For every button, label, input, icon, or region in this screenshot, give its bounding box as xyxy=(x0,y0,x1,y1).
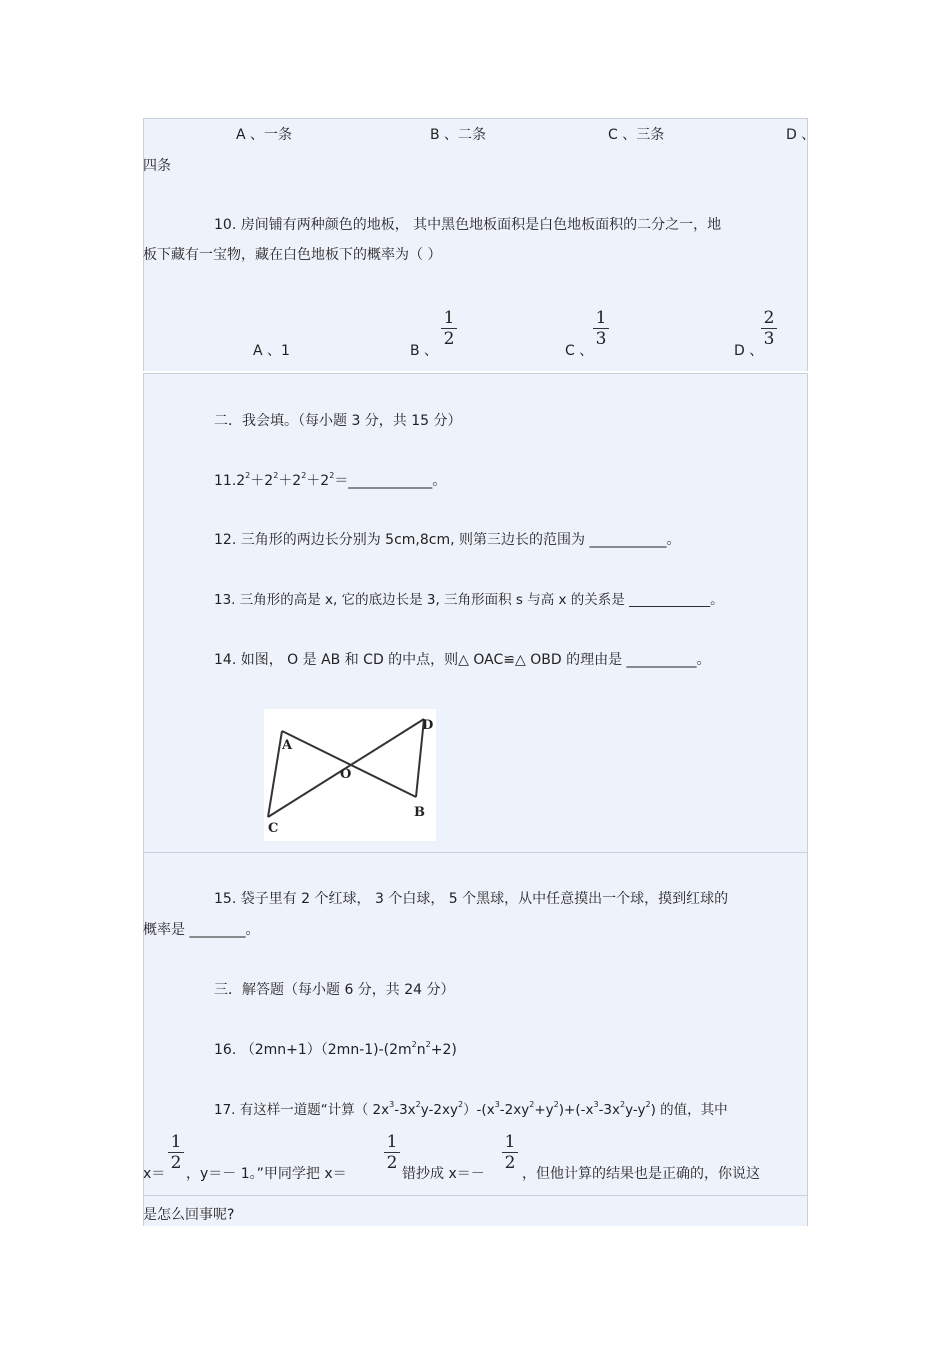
question-panel-2 xyxy=(143,373,808,852)
q17-line1: 17. 有这样一道题“计算（ $2x^3-3x^2y-2xy^2)-(x^3-2xy^2+y^2)+(-x^3-3x^2y-y^2)$ 的值，其中 xyxy=(214,1100,728,1118)
label-o: O xyxy=(340,767,352,782)
q10-option-d-fraction: 2 3 xyxy=(761,309,777,348)
triangle-figure xyxy=(264,709,436,841)
label-d: D xyxy=(422,718,434,733)
label-a: A xyxy=(282,738,293,753)
q10-option-b: B 、 xyxy=(410,343,439,359)
q17-fraction-2: 1 2 xyxy=(384,1133,400,1172)
q10-option-b-fraction: 1 2 xyxy=(441,309,457,348)
question-panel-4 xyxy=(143,1195,808,1226)
q11: $11.2^2+2^2+2^2+2^2=\_\_\_\_\_\_\_\_\_\_\_\_$。 xyxy=(214,471,447,489)
q14: 14. 如图， O 是 AB 和 CD 的中点，则△ OAC≌△ OBD 的理由是 __________。 xyxy=(214,652,711,668)
q9-option-b: B 、二条 xyxy=(430,127,487,143)
q10-option-a: A 、1 xyxy=(253,343,290,359)
q9-option-d-text: 四条 xyxy=(143,158,171,174)
q13: 13. 三角形的高是 x, 它的底边长是 3, 三角形面积 s 与高 x 的关系是 ____________。 xyxy=(214,592,724,608)
q10-option-c: C 、 xyxy=(565,343,594,359)
q12: 12. 三角形的两边长分别为 5cm,8cm, 则第三边长的范围为 ___________。 xyxy=(214,532,681,548)
q9-option-a: A 、一条 xyxy=(236,127,293,143)
q15-line2: 概率是 ________。 xyxy=(143,922,260,938)
section2-heading: 二．我会填。（每小题 3 分，共 15 分） xyxy=(214,413,462,429)
q9-option-c: C 、三条 xyxy=(608,127,665,143)
q17-line2-tail: ，但他计算的结果也是正确的，你说这 xyxy=(522,1166,760,1182)
q17-x-label: x＝ xyxy=(143,1166,166,1182)
label-b: B xyxy=(414,805,425,820)
q17-line3: 是怎么回事呢? xyxy=(143,1207,235,1223)
q17-fraction-3: 1 2 xyxy=(502,1133,518,1172)
q9-option-d: D 、 xyxy=(786,127,816,143)
question-panel-1 xyxy=(143,118,808,371)
q10-line2: 板下藏有一宝物，藏在白色地板下的概率为（ ） xyxy=(143,247,442,263)
section3-heading: 三．解答题（每小题 6 分，共 24 分） xyxy=(214,982,455,998)
q10-option-d: D 、 xyxy=(734,343,764,359)
q16: 16. $(2mn+1)(2mn-1)-(2m^2n^2+2)$ xyxy=(214,1040,457,1058)
q17-line2-mid2: 错抄成 x＝－ xyxy=(402,1166,485,1182)
q17-line2-mid: ，y＝－ 1。”甲同学把 x＝ xyxy=(186,1166,347,1182)
label-c: C xyxy=(268,821,279,836)
q10-option-c-fraction: 1 3 xyxy=(593,309,609,348)
q15-line1: 15. 袋子里有 2 个红球， 3 个白球， 5 个黑球，从中任意摸出一个球，摸到红球的 xyxy=(214,891,729,907)
q10-line1: 10. 房间铺有两种颜色的地板， 其中黑色地板面积是白色地板面积的二分之一，地 xyxy=(214,217,722,233)
q17-fraction-1: 1 2 xyxy=(168,1133,184,1172)
